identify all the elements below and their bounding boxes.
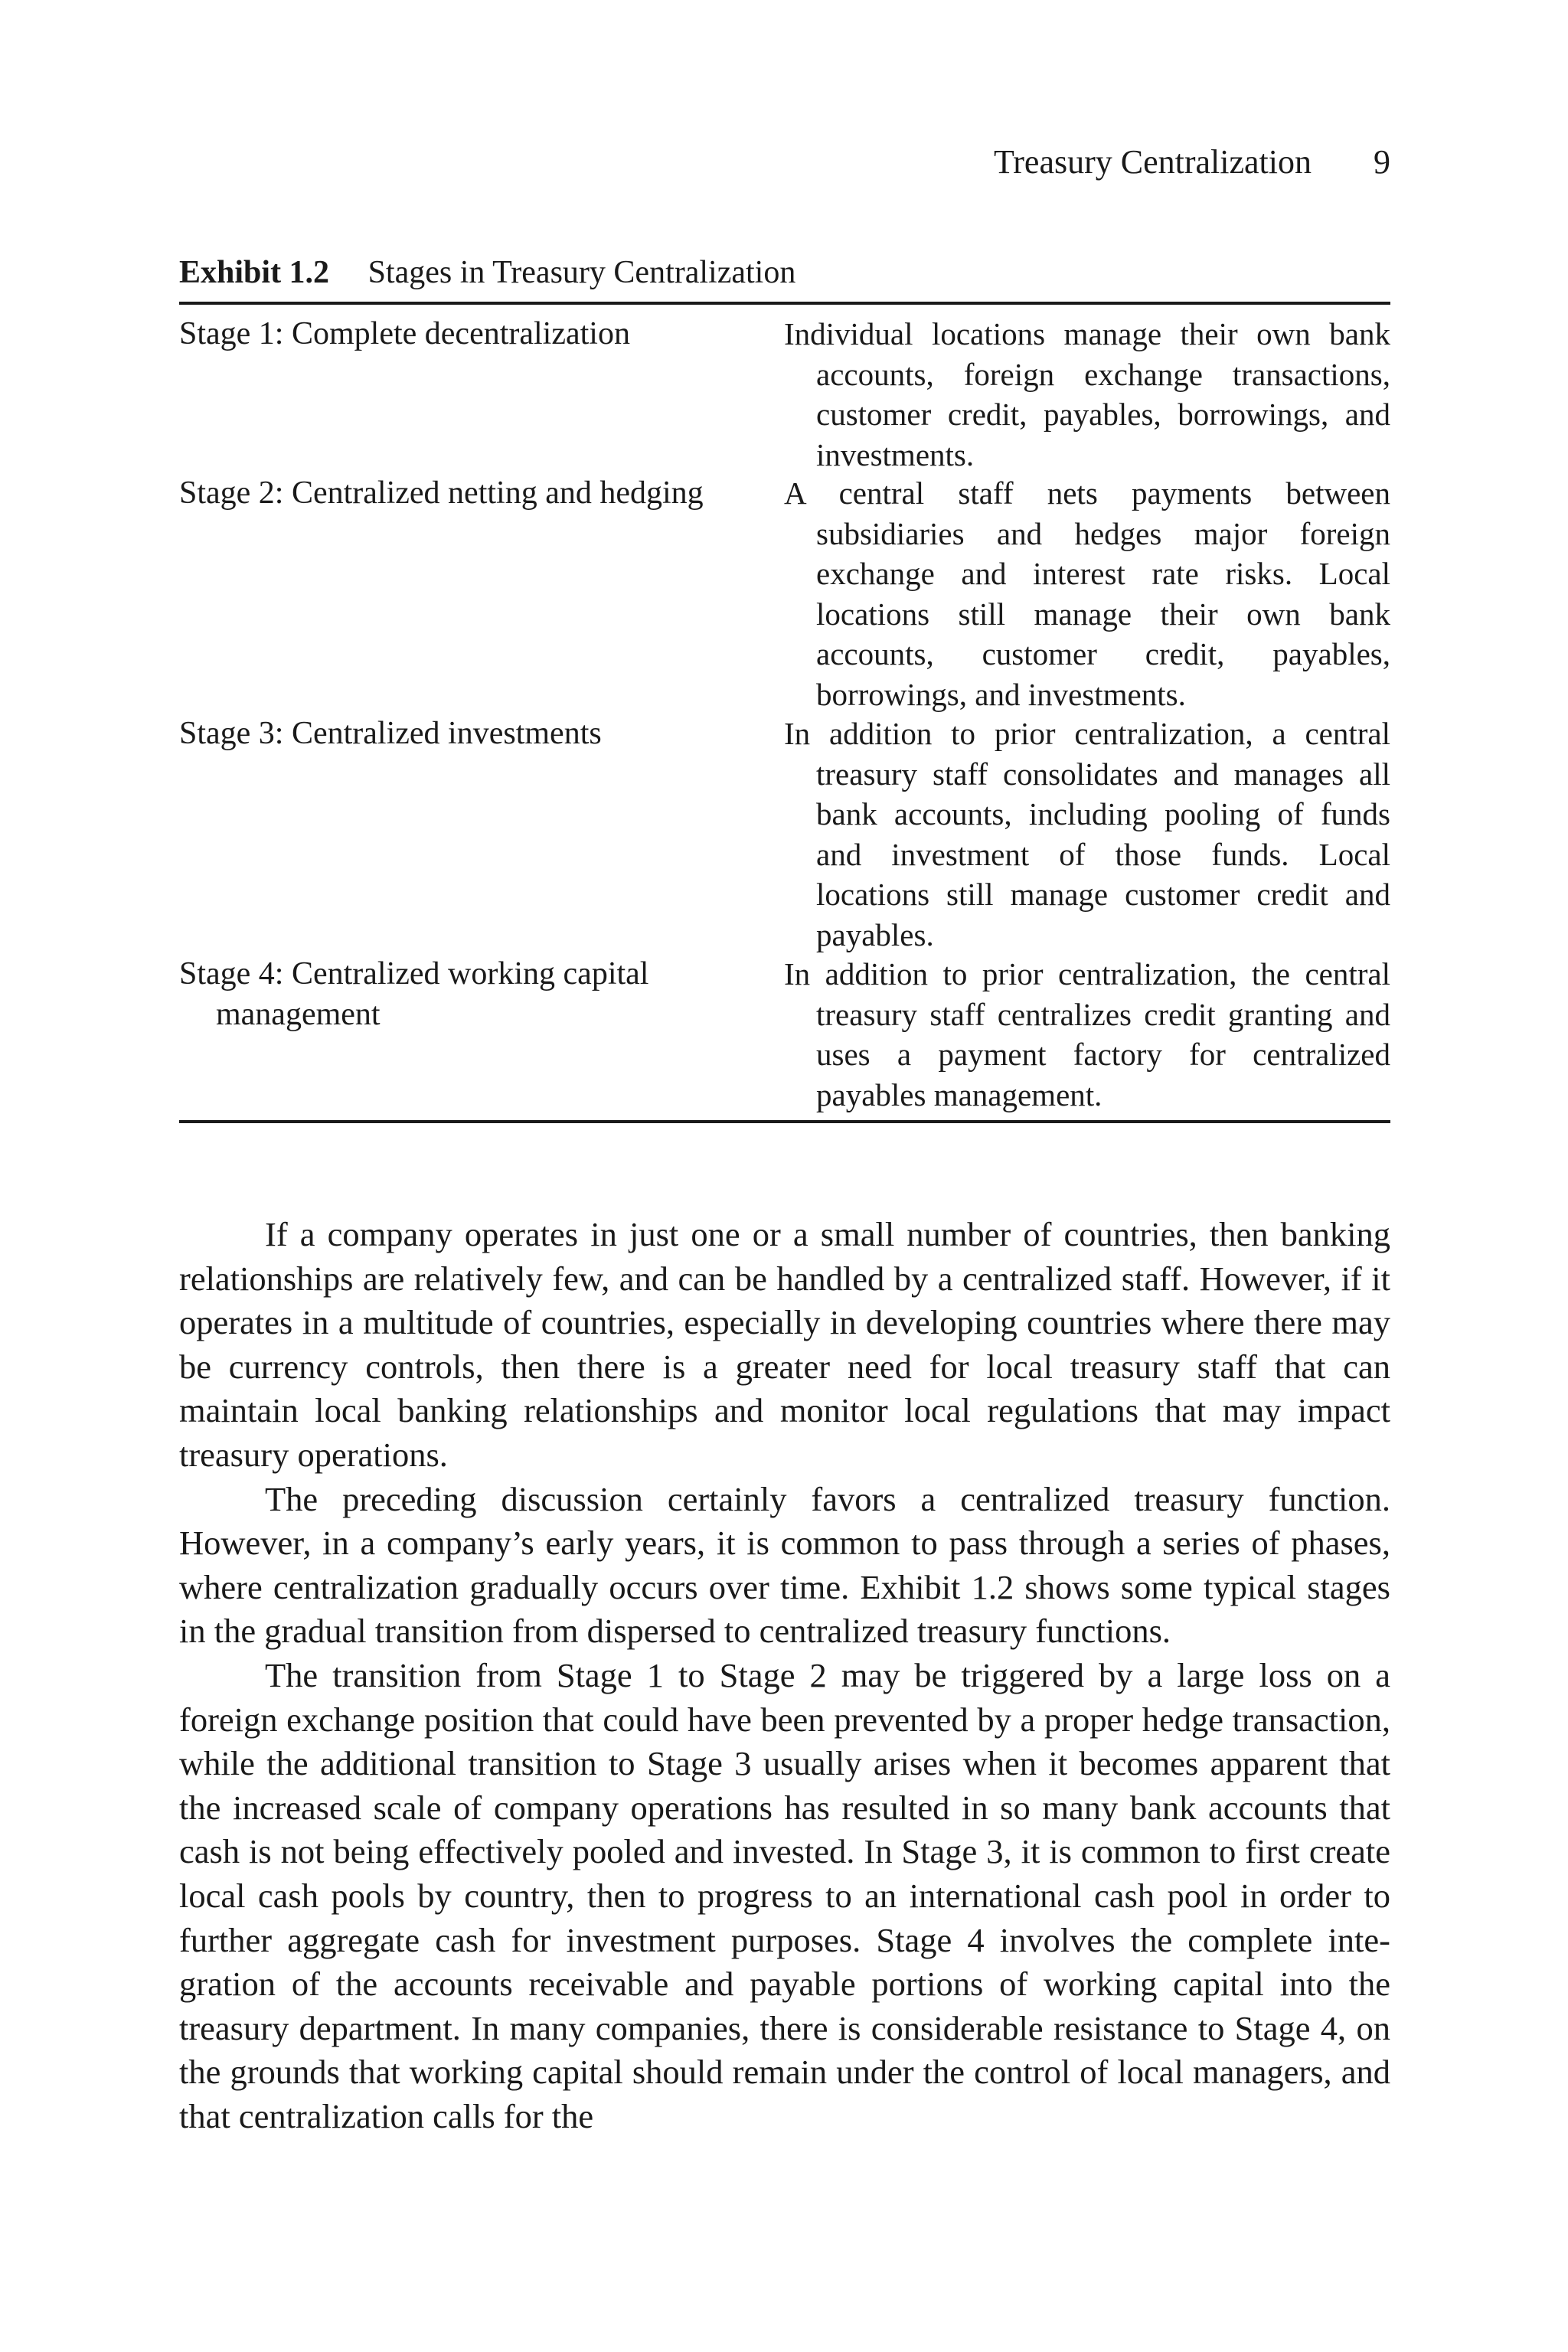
exhibit-caption <box>179 253 795 292</box>
stage-name: Stage 1: Complete decentralization <box>179 316 630 351</box>
stage-description: Individual locations manage their own bank accounts, foreign exchange transactions, customer credit, payables, borrowings, and investments. <box>784 316 1390 472</box>
exhibit-label: Exhibit 1.2 <box>179 255 330 290</box>
table-row <box>179 473 1390 714</box>
body-paragraph: The transition from Stage 1 to Stage 2 may be triggered by a large loss on a foreign exchange position that could have been prevented by a proper hedge transaction, while the additional transition to Stage 3 usually arises when it becomes apparent that the increased scale of company operations has resulted in so many bank accounts that cash is not being effectively pooled and invested. In Stage 3, it is common to first create local cash pools by country, then to progress to an international cash pool in order to further aggregate cash for investment purposes. Stage 4 involves the complete integration of the accounts receivable and payable portions of working capital into the treasury department. In many companies, there is considerable resistance to Stage 4, on the grounds that working capital should remain under the control of local managers, and that centralization calls for the <box>179 1655 1390 2135</box>
table-row <box>179 314 1390 473</box>
body-paragraph: If a company operates in just one or a small number of countries, then banking relationships are relatively few, and can be handled by a centralized staff. However, if it operates in a multitude of countries, especially in developing countries where there may be currency controls, then there is a greater need for local treasury staff that can maintain local banking relationships and monitor local regulations that may impact treasury operations. <box>179 1215 1390 1474</box>
body-paragraph: The preceding discussion certainly favors a centralized treasury function. However, in a company’s early years, it is common to pass through a series of phases, where centralization gradually occurs over time. Exhibit 1.2 shows some typical stages in the gradual transition from dispersed to centralized treasury functions. <box>179 1479 1390 1651</box>
stage-description: A central staff nets payments between subsidiaries and hedges major foreign exchange and interest rate risks. Local locations still manage their own bank accounts, customer credit, payables, borrowings, and investments. <box>784 475 1390 712</box>
table-row <box>179 714 1390 954</box>
body-text <box>179 1213 1390 2138</box>
exhibit-title: Stages in Treasury Centralization <box>368 255 796 290</box>
table-top-rule <box>179 302 1390 305</box>
stage-name: Stage 4: Centralized working capital management <box>179 956 649 1032</box>
running-head-title: Treasury Centralization <box>993 143 1312 181</box>
stage-description: In addition to prior centralization, a central treasury staff consolidates and manages all bank accounts, including pooling of funds and investment of those funds. Local locations still manage customer credit and payables. <box>784 716 1390 952</box>
stage-name: Stage 2: Centralized netting and hedging <box>179 475 704 511</box>
stage-name: Stage 3: Centralized investments <box>179 716 602 751</box>
book-page <box>179 0 1390 2352</box>
running-head <box>994 141 1390 184</box>
stage-description: In addition to prior centralization, the central treasury staff centralizes credit granting and uses a payment factory for centralized payables management. <box>784 956 1390 1112</box>
table-bottom-rule <box>179 1120 1390 1123</box>
stages-table <box>179 314 1390 1115</box>
table-row <box>179 954 1390 1115</box>
page-number: 9 <box>1374 143 1390 181</box>
